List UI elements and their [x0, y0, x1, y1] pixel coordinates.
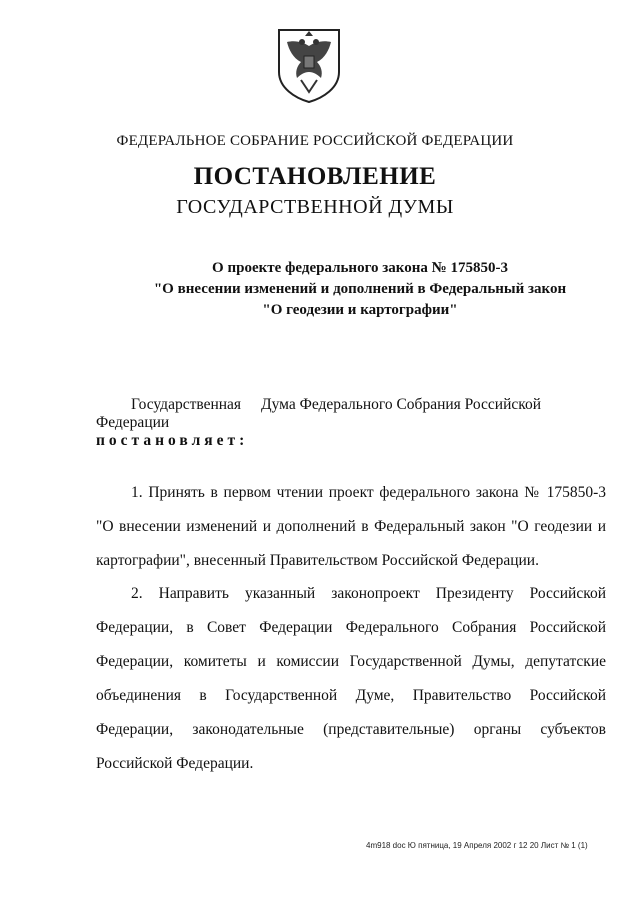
- paragraph-2: 2. Направить указанный законопроект Президенту Российской Федерации, в Совет Федерации Федерального Собрания Российской Федерации, комитеты и комиссии Государственной Думы, депутатские объединения в Государственной Думе, Правительство Российской Федерации, законодательные (представительные) органы субъектов Российской Федерации.: [96, 585, 606, 772]
- resolves-label: постановляет:: [96, 432, 249, 449]
- intro-rest: Дума Федерального Собрания Российской Федерации: [96, 396, 542, 431]
- subject-line: "О геодезии и картографии": [262, 302, 458, 318]
- document-title: ПОСТАНОВЛЕНИЕ: [193, 163, 437, 190]
- intro-line: [96, 396, 606, 432]
- footer-info: 4m918 doc Ю пятница, 19 Апреля 2002 г 12 20 Лист № 1 (1): [366, 841, 588, 850]
- document-subtitle: ГОСУДАРСТВЕННОЙ ДУМЫ: [176, 196, 454, 218]
- intro-subject: Государственная: [131, 396, 242, 413]
- paragraph-1: 1. Принять в первом чтении проект федерального закона № 175850-3 "О внесении изменений и дополнений в Федеральный закон "О геодезии и картографии", внесенный Правительством Российской Федерации.: [96, 484, 606, 569]
- document-subject: [0, 258, 640, 321]
- subject-line: О проекте федерального закона № 175850-3: [212, 260, 508, 276]
- coat-of-arms-icon: [275, 28, 343, 104]
- subject-line: "О внесении изменений и дополнений в Федеральный закон: [153, 281, 567, 297]
- issuer-header: ФЕДЕРАЛЬНОЕ СОБРАНИЕ РОССИЙСКОЙ ФЕДЕРАЦИИ: [116, 133, 514, 149]
